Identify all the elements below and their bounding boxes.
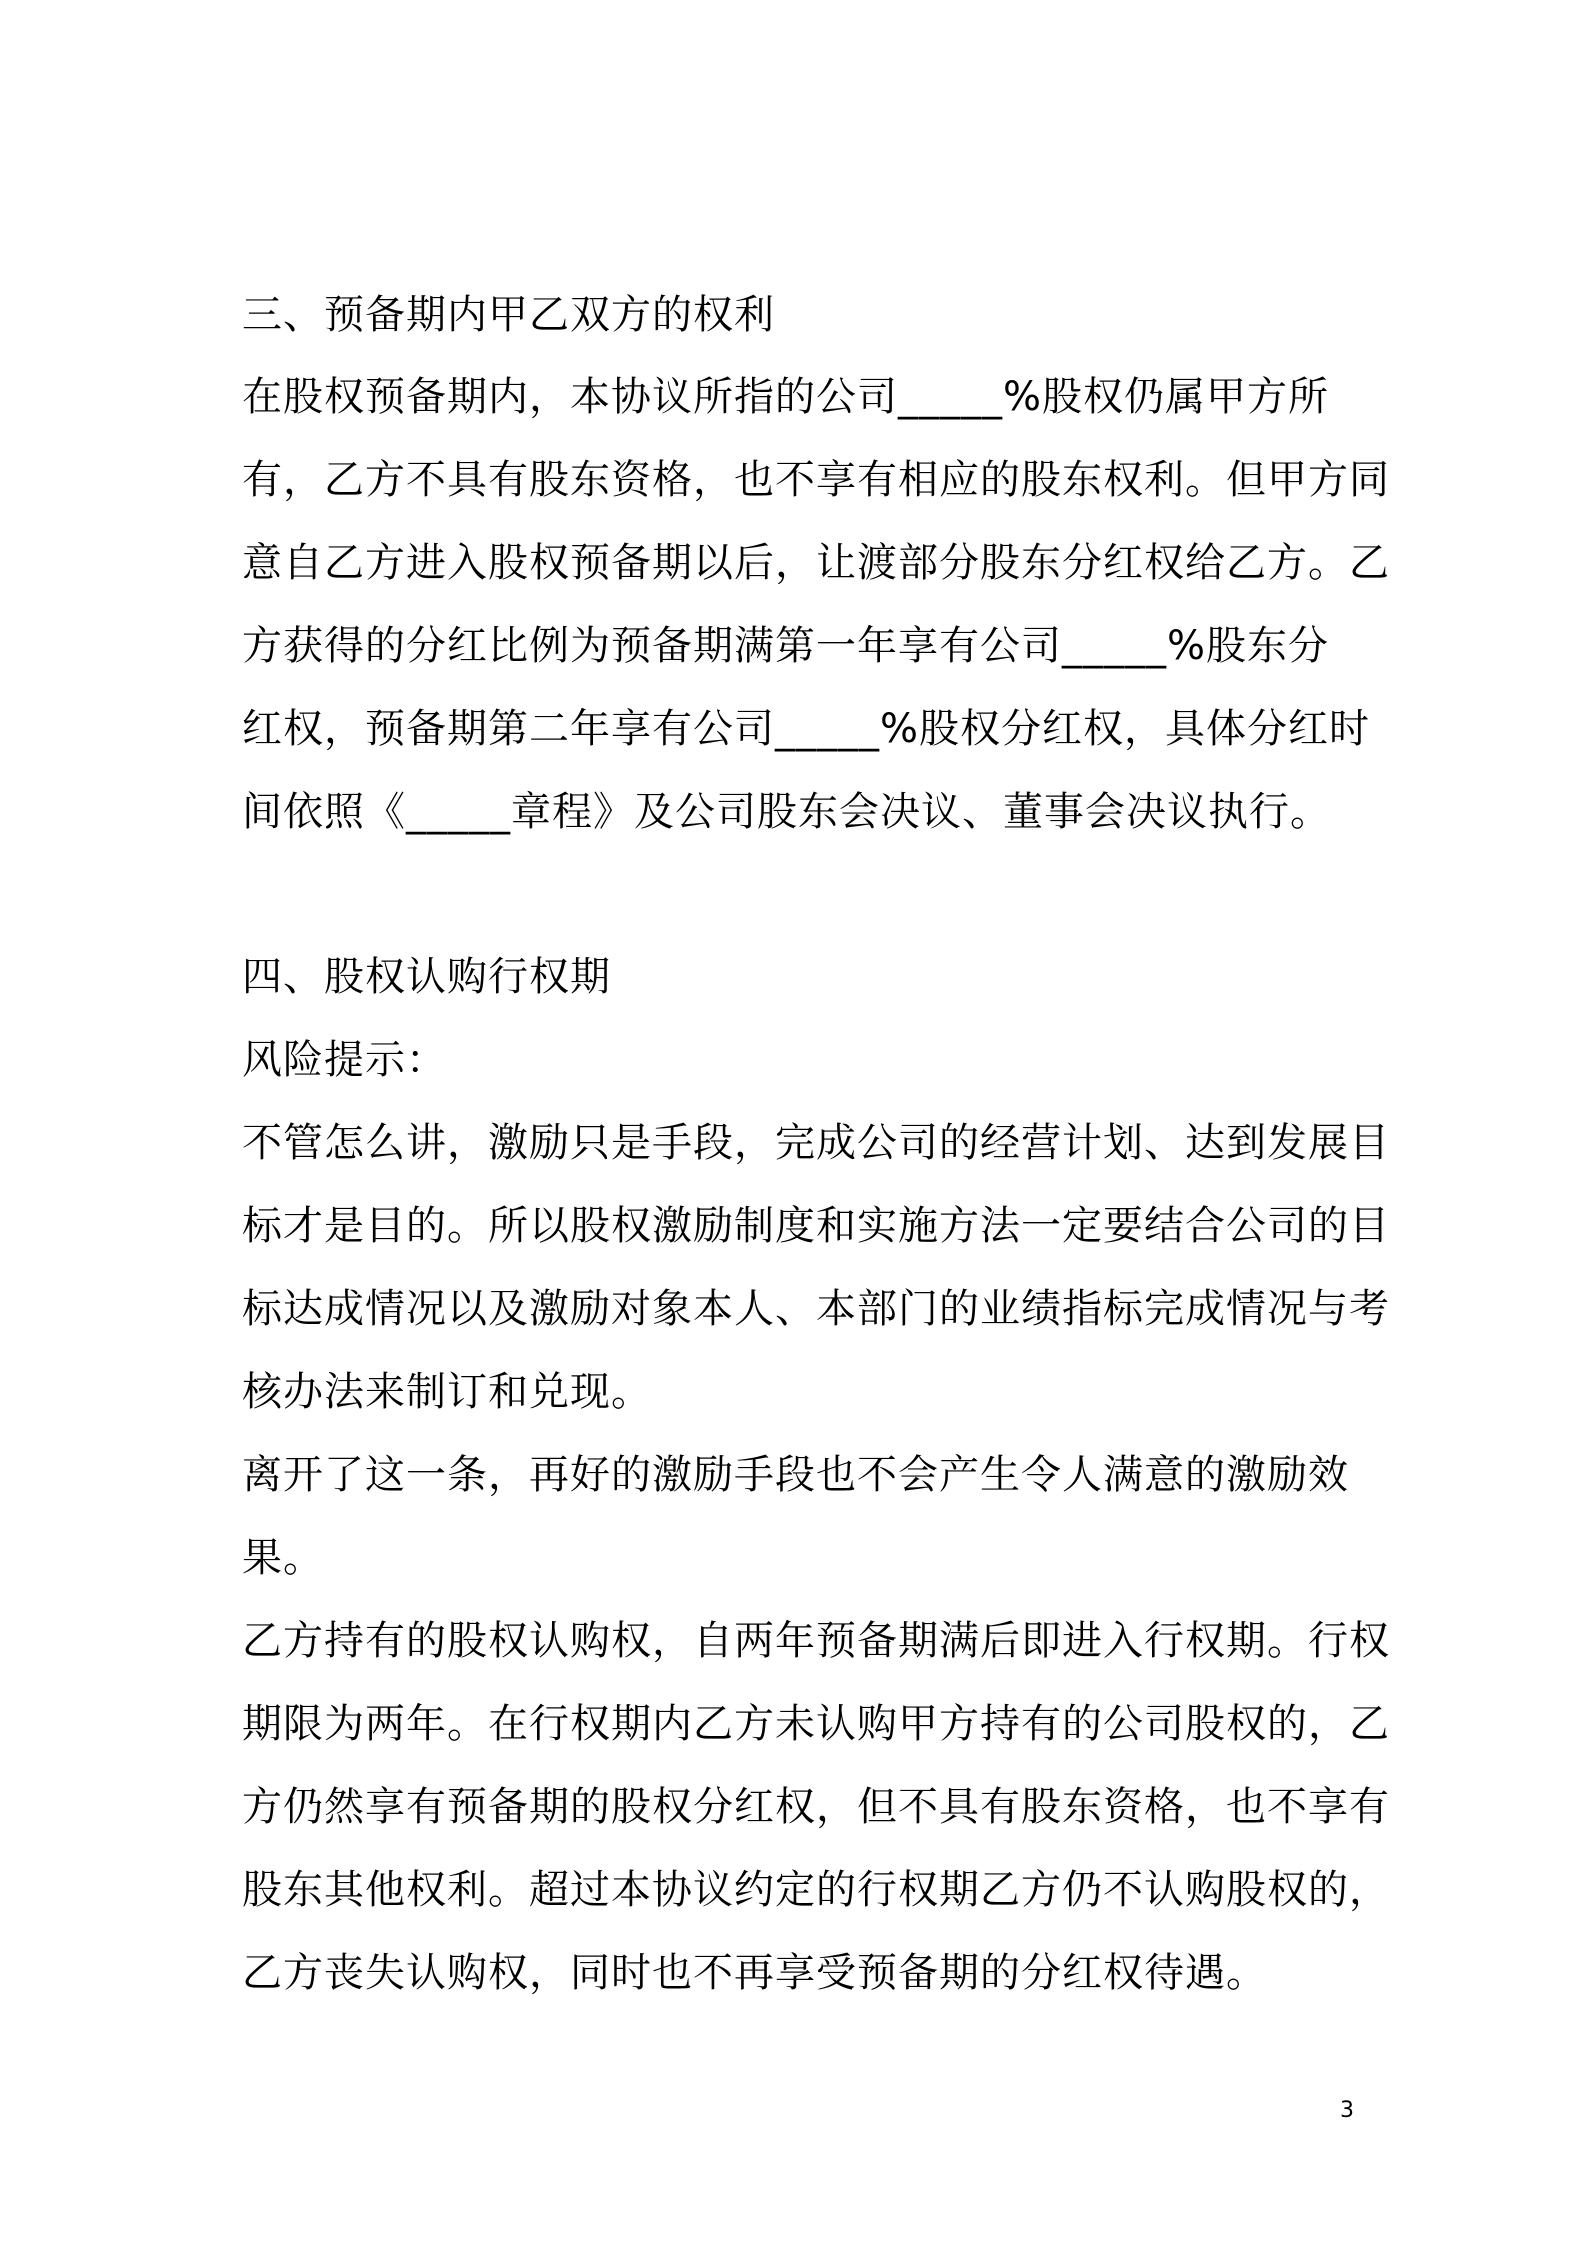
body-line: 乙方持有的股权认购权，自两年预备期满后即进入行权期。行权 — [242, 1618, 1390, 1664]
section-3-line: 有，乙方不具有股东资格，也不享有相应的股东权利。但甲方同 — [242, 457, 1390, 503]
body-line: 股东其他权利。超过本协议约定的行权期乙方仍不认购股权的， — [242, 1867, 1390, 1913]
body-line: 方仍然享有预备期的股权分红权，但不具有股东资格，也不享有 — [242, 1784, 1390, 1830]
risk-line: 标才是目的。所以股权激励制度和实施方法一定要结合公司的目 — [242, 1203, 1390, 1249]
risk-line: 果。 — [242, 1535, 324, 1581]
risk-line: 核办法来制订和兑现。 — [242, 1369, 652, 1415]
body-line: 期限为两年。在行权期内乙方未认购甲方持有的公司股权的，乙 — [242, 1701, 1390, 1747]
section-4-heading: 四、股权认购行权期 — [242, 954, 611, 1000]
risk-line: 离开了这一条，再好的激励手段也不会产生令人满意的激励效 — [242, 1452, 1349, 1498]
section-3-line: 红权，预备期第二年享有公司_____%股权分红权，具体分红时 — [242, 706, 1371, 752]
section-3-heading: 三、预备期内甲乙双方的权利 — [242, 292, 775, 338]
section-3-line: 方获得的分红比例为预备期满第一年享有公司_____%股东分 — [242, 623, 1330, 669]
risk-label: 风险提示： — [242, 1037, 447, 1083]
page-number: 3 — [1340, 2098, 1354, 2123]
risk-line: 不管怎么讲，激励只是手段，完成公司的经营计划、达到发展目 — [242, 1120, 1390, 1166]
section-3-line: 在股权预备期内，本协议所指的公司_____%股权仍属甲方所 — [242, 374, 1330, 420]
section-3-line: 意自乙方进入股权预备期以后，让渡部分股东分红权给乙方。乙 — [242, 540, 1390, 586]
body-line: 乙方丧失认购权，同时也不再享受预备期的分红权待遇。 — [242, 1950, 1267, 1996]
section-3-line: 间依照《_____章程》及公司股东会决议、董事会决议执行。 — [242, 789, 1331, 835]
risk-line: 标达成情况以及激励对象本人、本部门的业绩指标完成情况与考 — [242, 1286, 1390, 1332]
